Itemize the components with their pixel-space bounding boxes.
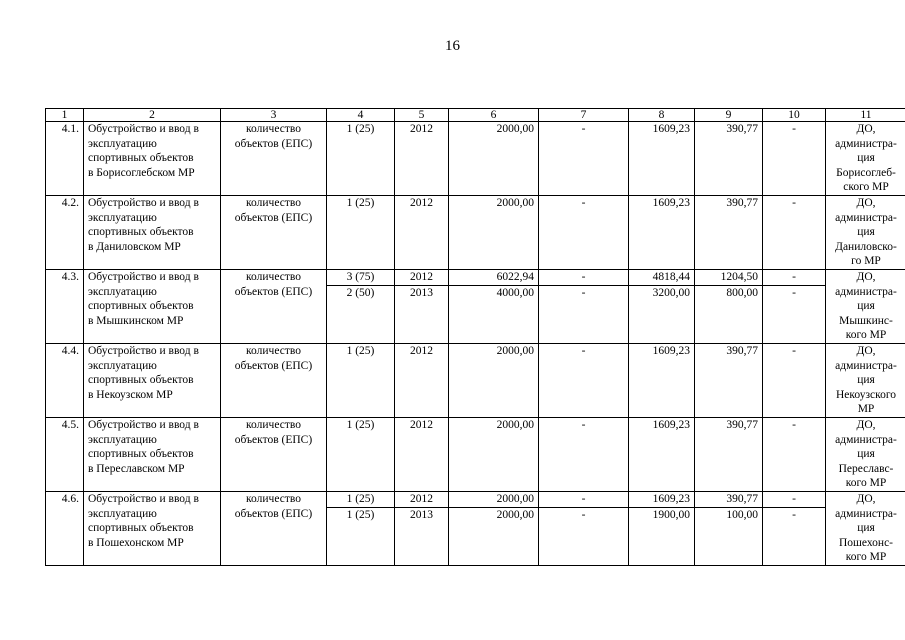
year-value: 2012 xyxy=(410,345,433,357)
total-amount-value: 2000,00 xyxy=(496,419,534,431)
year xyxy=(395,270,449,344)
local-budget-value: 390,77 xyxy=(726,197,758,209)
indicator xyxy=(221,122,327,196)
row-number: 4.1. xyxy=(46,122,84,196)
regional-budget-value: 1609,23 xyxy=(652,345,690,357)
text-line: эксплуатацию xyxy=(88,137,157,150)
text-line: ция xyxy=(857,152,875,164)
page-number: 16 xyxy=(445,38,460,54)
federal-budget xyxy=(539,270,629,344)
quantity-value: 3 (75) xyxy=(346,271,375,283)
text-line: администра- xyxy=(835,433,897,446)
year-value: 2012 xyxy=(410,123,433,135)
measure-name xyxy=(84,270,221,344)
column-header: 6 xyxy=(449,109,539,122)
year-value: 2012 xyxy=(410,271,433,283)
text-line: администра- xyxy=(835,285,897,298)
regional-budget-value: 1609,23 xyxy=(652,197,690,209)
local-budget xyxy=(695,196,763,270)
text-line: объектов (ЕПС) xyxy=(234,285,313,298)
indicator xyxy=(221,344,327,418)
text-line: Мышкинс- xyxy=(839,314,893,327)
table-row xyxy=(46,270,905,344)
regional-budget xyxy=(629,492,695,566)
other-sources-value: - xyxy=(792,493,796,505)
regional-budget xyxy=(629,196,695,270)
text-line: администра- xyxy=(835,137,897,150)
year-value: 2013 xyxy=(395,507,448,523)
text-line: администра- xyxy=(835,211,897,224)
other-sources-value: - xyxy=(792,197,796,209)
responsible xyxy=(826,122,905,196)
text-line: го МР xyxy=(851,255,881,267)
federal-budget-value: - xyxy=(581,123,586,135)
text-line: Обустройство и ввод в xyxy=(88,197,199,209)
table-header-row xyxy=(46,109,905,122)
other-sources xyxy=(763,122,826,196)
quantity-value: 2 (50) xyxy=(327,285,394,301)
responsible xyxy=(826,196,905,270)
table-row xyxy=(46,122,905,196)
federal-budget xyxy=(539,418,629,492)
text-line: объектов (ЕПС) xyxy=(234,507,313,520)
regional-budget xyxy=(629,344,695,418)
indicator xyxy=(221,492,327,566)
local-budget-value: 390,77 xyxy=(726,123,758,135)
text-line: ДО, xyxy=(856,123,876,135)
text-line: кого МР xyxy=(845,329,887,341)
quantity-value: 1 (25) xyxy=(346,197,375,209)
local-budget-value: 390,77 xyxy=(726,345,758,357)
text-line: Обустройство и ввод в xyxy=(88,271,199,283)
quantity xyxy=(327,492,395,566)
responsible xyxy=(826,418,905,492)
total-amount-value: 6022,94 xyxy=(496,271,534,283)
responsible xyxy=(826,270,905,344)
federal-budget xyxy=(539,344,629,418)
column-header: 11 xyxy=(826,109,905,122)
text-line: эксплуатацию xyxy=(88,211,157,224)
year xyxy=(395,492,449,566)
text-line: эксплуатацию xyxy=(88,359,157,372)
text-line: ДО, xyxy=(856,197,876,209)
federal-budget-value: - xyxy=(581,197,586,209)
other-sources xyxy=(763,492,826,566)
text-line: количество xyxy=(246,271,301,283)
quantity-value: 1 (25) xyxy=(327,507,394,523)
other-sources-value: - xyxy=(763,285,825,301)
quantity-value: 1 (25) xyxy=(346,123,375,135)
local-budget-value: 390,77 xyxy=(726,419,758,431)
text-line: Обустройство и ввод в xyxy=(88,419,199,431)
column-header: 10 xyxy=(763,109,826,122)
program-table xyxy=(45,108,905,566)
text-line: в Пошехонском МР xyxy=(88,536,184,549)
other-sources-value: - xyxy=(792,123,796,135)
table-row xyxy=(46,344,905,418)
quantity-value: 1 (25) xyxy=(346,493,375,505)
total-amount xyxy=(449,418,539,492)
table-row xyxy=(46,418,905,492)
row-number: 4.4. xyxy=(46,344,84,418)
column-header: 2 xyxy=(84,109,221,122)
regional-budget xyxy=(629,270,695,344)
quantity xyxy=(327,196,395,270)
text-line: количество xyxy=(246,493,301,505)
measure-name xyxy=(84,418,221,492)
responsible xyxy=(826,344,905,418)
federal-budget xyxy=(539,122,629,196)
regional-budget-value: 1609,23 xyxy=(652,493,690,505)
text-line: спортивных объектов xyxy=(88,300,194,312)
other-sources xyxy=(763,418,826,492)
year xyxy=(395,344,449,418)
row-number: 4.6. xyxy=(46,492,84,566)
text-line: Обустройство и ввод в xyxy=(88,345,199,357)
text-line: спортивных объектов xyxy=(88,448,194,460)
other-sources xyxy=(763,344,826,418)
other-sources xyxy=(763,270,826,344)
local-budget xyxy=(695,122,763,196)
text-line: кого МР xyxy=(845,551,887,563)
regional-budget-value: 1609,23 xyxy=(652,419,690,431)
other-sources-value: - xyxy=(792,345,796,357)
text-line: Борисоглеб- xyxy=(836,166,896,179)
row-number: 4.3. xyxy=(46,270,84,344)
text-line: количество xyxy=(246,345,301,357)
text-line: МР xyxy=(857,403,875,415)
text-line: администра- xyxy=(835,507,897,520)
column-header: 7 xyxy=(539,109,629,122)
measure-name xyxy=(84,492,221,566)
quantity-value: 1 (25) xyxy=(346,419,375,431)
regional-budget xyxy=(629,122,695,196)
local-budget-value: 1204,50 xyxy=(720,271,758,283)
row-number: 4.2. xyxy=(46,196,84,270)
quantity xyxy=(327,344,395,418)
text-line: Обустройство и ввод в xyxy=(88,123,199,135)
text-line: ДО, xyxy=(856,271,876,283)
regional-budget-value: 1609,23 xyxy=(652,123,690,135)
total-amount-value: 2000,00 xyxy=(496,493,534,505)
text-line: в Некоузском МР xyxy=(88,388,173,401)
table-row xyxy=(46,492,905,566)
text-line: в Переславском МР xyxy=(88,462,185,475)
text-line: Даниловско- xyxy=(835,240,897,253)
text-line: администра- xyxy=(835,359,897,372)
local-budget-value: 800,00 xyxy=(695,285,762,301)
column-header: 1 xyxy=(46,109,84,122)
quantity xyxy=(327,418,395,492)
column-header: 9 xyxy=(695,109,763,122)
federal-budget-value: - xyxy=(581,419,586,431)
text-line: ция xyxy=(857,448,875,460)
text-line: спортивных объектов xyxy=(88,522,194,534)
year xyxy=(395,122,449,196)
total-amount xyxy=(449,196,539,270)
text-line: спортивных объектов xyxy=(88,226,194,238)
text-line: эксплуатацию xyxy=(88,285,157,298)
text-line: ция xyxy=(857,374,875,386)
year-value: 2013 xyxy=(395,285,448,301)
column-header: 8 xyxy=(629,109,695,122)
total-amount-value: 2000,00 xyxy=(496,345,534,357)
total-amount xyxy=(449,492,539,566)
quantity-value: 1 (25) xyxy=(346,345,375,357)
year xyxy=(395,418,449,492)
total-amount xyxy=(449,122,539,196)
measure-name xyxy=(84,344,221,418)
text-line: Переславс- xyxy=(838,462,894,475)
local-budget-value: 100,00 xyxy=(695,507,762,523)
indicator xyxy=(221,196,327,270)
year-value: 2012 xyxy=(410,493,433,505)
federal-budget-value: - xyxy=(581,345,586,357)
federal-budget-value: - xyxy=(581,493,586,505)
local-budget-value: 390,77 xyxy=(726,493,758,505)
text-line: объектов (ЕПС) xyxy=(234,433,313,446)
other-sources-value: - xyxy=(792,419,796,431)
text-line: спортивных объектов xyxy=(88,374,194,386)
table-body xyxy=(46,122,905,566)
federal-budget-value: - xyxy=(539,507,628,523)
total-amount-value: 2000,00 xyxy=(449,507,538,523)
text-line: в Даниловском МР xyxy=(88,240,181,253)
total-amount-value: 2000,00 xyxy=(496,123,534,135)
quantity xyxy=(327,122,395,196)
text-line: ция xyxy=(857,522,875,534)
federal-budget xyxy=(539,492,629,566)
regional-budget-value: 1900,00 xyxy=(629,507,694,523)
text-line: количество xyxy=(246,123,301,135)
local-budget xyxy=(695,344,763,418)
local-budget xyxy=(695,270,763,344)
quantity xyxy=(327,270,395,344)
column-header: 4 xyxy=(327,109,395,122)
indicator xyxy=(221,418,327,492)
text-line: количество xyxy=(246,197,301,209)
total-amount-value: 4000,00 xyxy=(449,285,538,301)
text-line: ского МР xyxy=(843,181,889,193)
year xyxy=(395,196,449,270)
text-line: в Мышкинском МР xyxy=(88,314,184,327)
column-header: 3 xyxy=(221,109,327,122)
measure-name xyxy=(84,196,221,270)
text-line: количество xyxy=(246,419,301,431)
regional-budget-value: 4818,44 xyxy=(652,271,690,283)
text-line: ДО, xyxy=(856,345,876,357)
text-line: объектов (ЕПС) xyxy=(234,359,313,372)
row-number: 4.5. xyxy=(46,418,84,492)
other-sources xyxy=(763,196,826,270)
text-line: объектов (ЕПС) xyxy=(234,211,313,224)
text-line: Обустройство и ввод в xyxy=(88,493,199,505)
column-header: 5 xyxy=(395,109,449,122)
text-line: Некоузского xyxy=(835,388,897,401)
text-line: спортивных объектов xyxy=(88,152,194,164)
text-line: в Борисоглебском МР xyxy=(88,166,195,179)
text-line: ДО, xyxy=(856,493,876,505)
local-budget xyxy=(695,492,763,566)
text-line: кого МР xyxy=(845,477,887,489)
year-value: 2012 xyxy=(410,197,433,209)
text-line: ция xyxy=(857,300,875,312)
regional-budget xyxy=(629,418,695,492)
text-line: ДО, xyxy=(856,419,876,431)
federal-budget xyxy=(539,196,629,270)
total-amount xyxy=(449,270,539,344)
other-sources-value: - xyxy=(792,271,796,283)
local-budget xyxy=(695,418,763,492)
indicator xyxy=(221,270,327,344)
federal-budget-value: - xyxy=(581,271,586,283)
year-value: 2012 xyxy=(410,419,433,431)
regional-budget-value: 3200,00 xyxy=(629,285,694,301)
federal-budget-value: - xyxy=(539,285,628,301)
text-line: эксплуатацию xyxy=(88,507,157,520)
total-amount-value: 2000,00 xyxy=(496,197,534,209)
text-line: Пошехонс- xyxy=(838,536,893,549)
text-line: объектов (ЕПС) xyxy=(234,137,313,150)
measure-name xyxy=(84,122,221,196)
other-sources-value: - xyxy=(763,507,825,523)
table-row xyxy=(46,196,905,270)
text-line: эксплуатацию xyxy=(88,433,157,446)
text-line: ция xyxy=(857,226,875,238)
responsible xyxy=(826,492,905,566)
total-amount xyxy=(449,344,539,418)
